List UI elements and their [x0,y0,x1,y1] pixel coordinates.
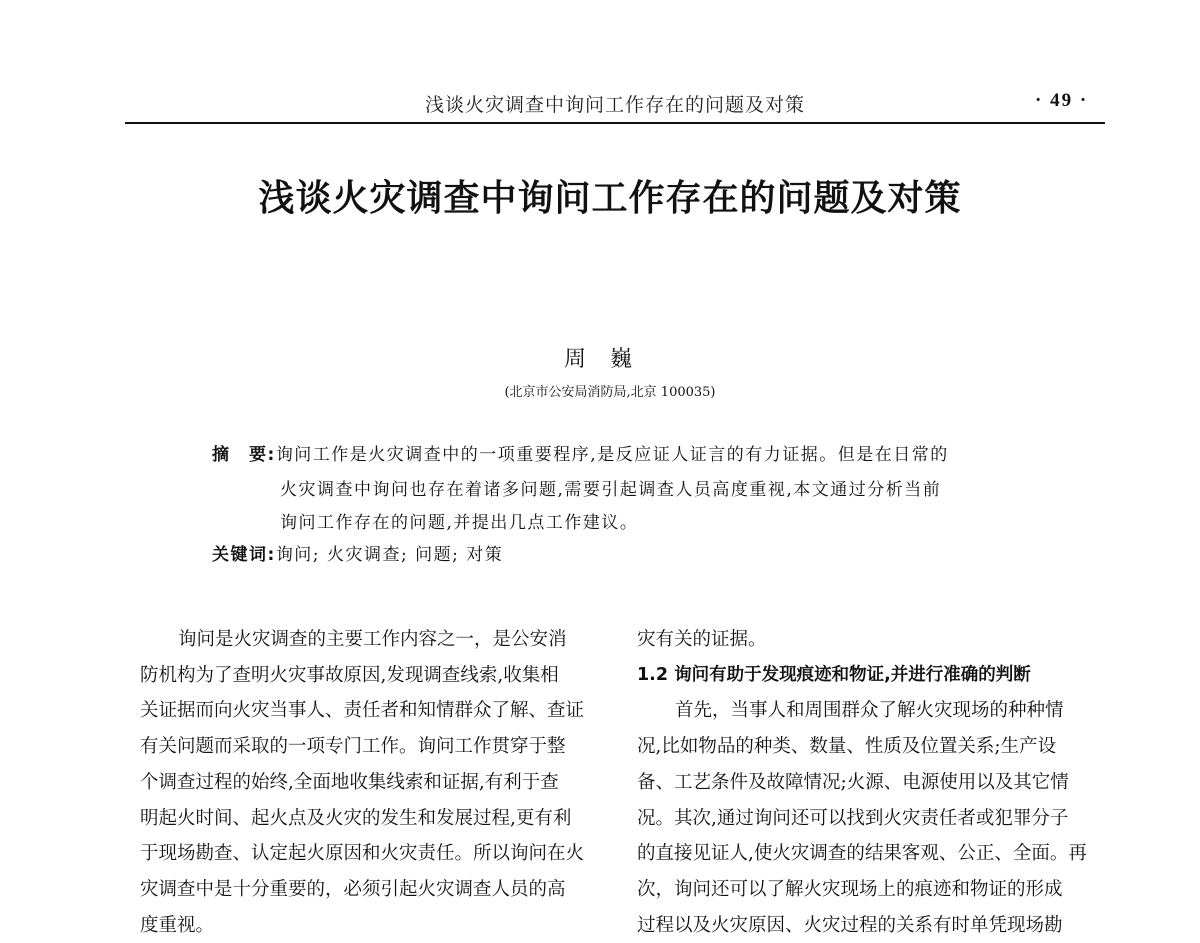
body-column-right [637,622,1107,943]
keywords-label: 关键词: [212,545,276,565]
body-line: 灾调查中是十分重要的，必须引起火灾调查人员的高 [140,878,566,900]
abstract-line-1 [212,440,949,465]
author: 周巍 [563,347,656,372]
header-rule [125,122,1105,124]
body-line: 度重视。 [140,914,215,936]
body-line: 防机构为了查明火灾事故原因,发现调查线索,收集相 [140,664,559,686]
page-number: · 49 · [1035,90,1089,111]
abstract-text: 询问工作是火灾调查中的一项重要程序,是反应证人证言的有力证据。但是在日常的 [275,445,949,465]
section-heading: 1.2 询问有助于发现痕迹和物证,并进行准确的判断 [637,664,1031,685]
keywords [212,540,503,565]
abstract-line-2: 火灾调查中询问也存在着诸多问题,需要引起调查人员高度重视,本文通过分析当前 [280,480,942,500]
body-line: 个调查过程的始终,全面地收集线索和证据,有利于查 [140,771,559,793]
running-title: 浅谈火灾调查中询问工作存在的问题及对策 [424,94,805,116]
body-line: 关证据而向火灾当事人、责任者和知情群众了解、查证 [140,700,585,722]
body-line: 询问是火灾调查的主要工作内容之一，是公安消 [178,629,567,650]
keywords-text: 询问; 火灾调查; 问题; 对策 [275,545,504,565]
body-line: 灾有关的证据。 [637,629,767,650]
body-line: 的直接见证人,使火灾调查的结果客观、公正、全面。再 [637,843,1087,865]
body-column-left [140,622,600,943]
abstract-line-3: 询问工作存在的问题,并提出几点工作建议。 [280,513,639,533]
body-line: 次，询问还可以了解火灾现场上的痕迹和物证的形成 [637,878,1063,900]
body-line: 况,比如物品的种类、数量、性质及位置关系;生产设 [637,736,1057,758]
affiliation: (北京市公安局消防局,北京 100035) [504,385,716,400]
abstract-label: 摘 要: [212,445,276,465]
body-line: 况。其次,通过询问还可以找到火灾责任者或犯罪分子 [637,807,1069,829]
article-title: 浅谈火灾调查中询问工作存在的问题及对策 [258,178,962,219]
body-line: 备、工艺条件及故障情况;火源、电源使用以及其它情 [637,771,1069,793]
body-line: 明起火时间、起火点及火灾的发生和发展过程,更有利 [140,807,572,829]
body-line: 过程以及火灾原因、火灾过程的关系有时单凭现场勘 [637,914,1063,936]
body-line: 首先，当事人和周围群众了解火灾现场的种种情 [675,700,1064,722]
body-line: 于现场勘查、认定起火原因和火灾责任。所以询问在火 [140,843,585,865]
body-line: 有关问题而采取的一项专门工作。询问工作贯穿于整 [140,736,566,758]
